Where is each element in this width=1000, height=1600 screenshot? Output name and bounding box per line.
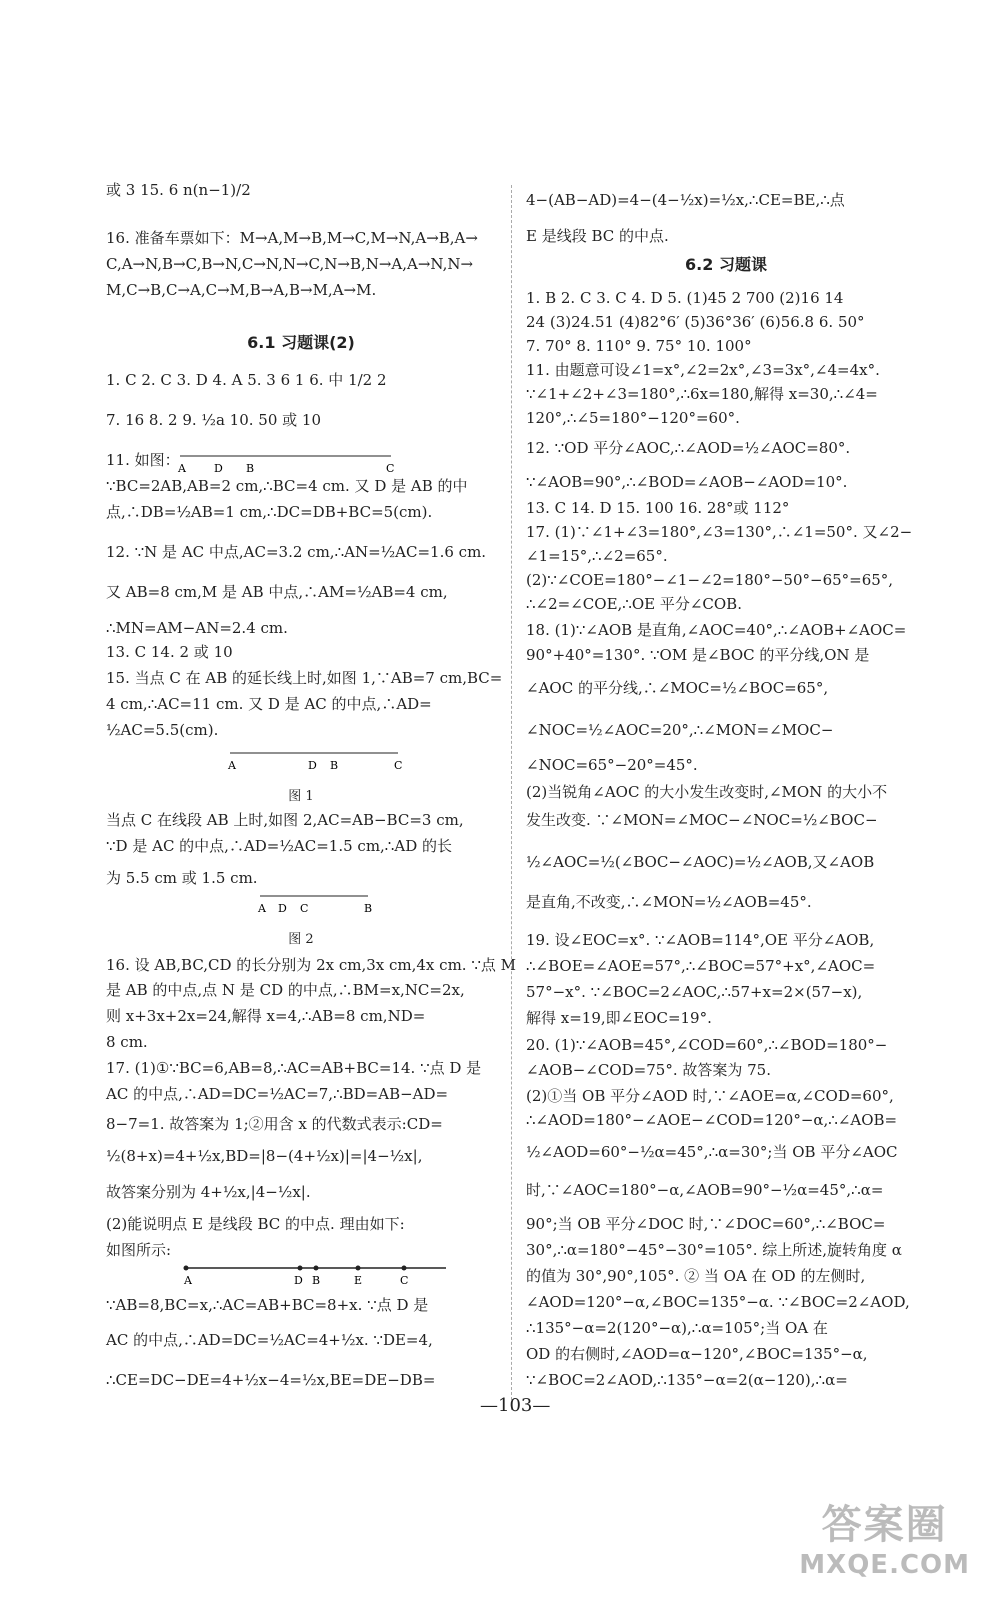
- answer-line: AC 的中点,∴AD=DC=½AC=7,∴BD=AB−AD=: [106, 1085, 449, 1103]
- column-divider: [511, 185, 512, 1410]
- answer-line: ∴CE=DC−DE=4+½x−4=½x,BE=DE−DB=: [106, 1371, 436, 1389]
- fig1-label-a: A: [228, 759, 236, 772]
- answer-line: 90°+40°=130°. ∵OM 是∠BOC 的平分线,ON 是: [526, 646, 870, 664]
- answer-line: 当点 C 在线段 AB 上时,如图 2,AC=AB−BC=3 cm,: [106, 811, 464, 829]
- answer-line: ½∠AOD=60°−½α=45°,∴α=30°;当 OB 平分∠AOC: [526, 1143, 898, 1161]
- answer-line: 1. C 2. C 3. D 4. A 5. 3 6 1 6. 中 1/2 2: [106, 371, 387, 389]
- answer-line: ∠NOC=½∠AOC=20°,∴∠MON=∠MOC−: [526, 721, 834, 739]
- answer-line: 90°;当 OB 平分∠DOC 时,∵∠DOC=60°,∴∠BOC=: [526, 1215, 886, 1233]
- answer-line: ∠1=15°,∴∠2=65°.: [526, 547, 668, 565]
- answer-line: 故答案分别为 4+½x,|4−½x|.: [106, 1183, 311, 1201]
- fig17-label-d: D: [294, 1274, 303, 1287]
- watermark-logo: [799, 1493, 970, 1580]
- section-heading: 6.1 习题课(2): [247, 333, 355, 352]
- answer-line: 11. 由题意可设∠1=x°,∠2=2x°,∠3=3x°,∠4=4x°.: [526, 361, 880, 379]
- answer-line: 7. 16 8. 2 9. ½a 10. 50 或 10: [106, 411, 321, 429]
- answer-line: ∴∠BOE=∠AOE=57°,∴∠BOC=57°+x°,∠AOC=: [526, 957, 876, 975]
- fig1-label-b: B: [330, 759, 339, 772]
- answer-line: 为 5.5 cm 或 1.5 cm.: [106, 869, 258, 887]
- answer-line: 或 3 15. 6 n(n−1)/2: [106, 181, 251, 199]
- answer-line: ∵∠BOC=2∠AOD,∴135°−α=2(α−120),∴α=: [526, 1371, 848, 1389]
- watermark-line2: MXQE.COM: [799, 1550, 970, 1580]
- answer-line: ∴∠AOD=180°−∠AOE−∠COD=120°−α,∴∠AOB=: [526, 1111, 898, 1129]
- answer-line: ½AC=5.5(cm).: [106, 721, 219, 739]
- answer-line: 解得 x=19,即∠EOC=19°.: [526, 1009, 712, 1027]
- answer-line: 18. (1)∵∠AOB 是直角,∠AOC=40°,∴∠AOB+∠AOC=: [526, 621, 907, 639]
- fig1-label-c: C: [394, 759, 403, 772]
- answer-line: ∵∠1+∠2+∠3=180°,∴6x=180,解得 x=30,∴∠4=: [526, 385, 878, 403]
- fig2-label-c: C: [300, 902, 309, 915]
- figure-caption: 图 1: [288, 789, 314, 804]
- answer-line: (2)当锐角∠AOC 的大小发生改变时,∠MON 的大小不: [526, 783, 888, 801]
- answer-line: 20. (1)∵∠AOB=45°,∠COD=60°,∴∠BOD=180°−: [526, 1036, 888, 1054]
- answer-line: 24 (3)24.51 (4)82°6′ (5)36°36′ (6)56.8 6. 50°: [526, 313, 865, 331]
- answer-line: (2)∵∠COE=180°−∠1−∠2=180°−50°−65°=65°,: [526, 571, 894, 589]
- answer-line: ∴MN=AM−AN=2.4 cm.: [106, 619, 288, 637]
- fig17-label-b: B: [312, 1274, 321, 1287]
- answer-line: ∵BC=2AB,AB=2 cm,∴BC=4 cm. 又 D 是 AB 的中: [106, 477, 468, 495]
- answer-line: OD 的右侧时,∠AOD=α−120°,∠BOC=135°−α,: [526, 1345, 868, 1363]
- answer-line: 发生改变. ∵∠MON=∠MOC−∠NOC=½∠BOC−: [526, 811, 878, 829]
- fig1-label-d: D: [308, 759, 317, 772]
- answer-line: 11. 如图：: [106, 451, 180, 469]
- answer-line: 如图所示:: [106, 1241, 172, 1259]
- fig17-label-e: E: [354, 1274, 363, 1287]
- answer-line: ∵D 是 AC 的中点,∴AD=½AC=1.5 cm,∴AD 的长: [106, 837, 452, 855]
- answer-line: M,C→B,C→A,C→M,B→A,B→M,A→M.: [106, 281, 377, 299]
- answer-line: (2)能说明点 E 是线段 BC 的中点. 理由如下:: [106, 1215, 405, 1233]
- answer-line: 12. ∵N 是 AC 中点,AC=3.2 cm,∴AN=½AC=1.6 cm.: [106, 543, 487, 561]
- fig11-label-c: C: [386, 462, 395, 474]
- fig11-label-b: B: [246, 462, 255, 474]
- fig2-label-a: A: [258, 902, 266, 915]
- answer-line: 13. C 14. 2 或 10: [106, 643, 233, 661]
- answer-line: 13. C 14. D 15. 100 16. 28°或 112°: [526, 499, 790, 517]
- answer-line: 4−(AB−AD)=4−(4−½x)=½x,∴CE=BE,∴点: [526, 191, 845, 209]
- fig2-label-b: B: [364, 902, 373, 915]
- answer-line: 4 cm,∴AC=11 cm. 又 D 是 AC 的中点,∴AD=: [106, 695, 432, 713]
- answer-line: 的值为 30°,90°,105°. ② 当 OA 在 OD 的左侧时,: [526, 1267, 866, 1285]
- answer-line: C,A→N,B→C,B→N,C→N,N→C,N→B,N→A,A→N,N→: [106, 255, 474, 273]
- answer-line: ∴∠2=∠COE,∴OE 平分∠COB.: [526, 595, 742, 613]
- answer-line: 12. ∵OD 平分∠AOC,∴∠AOD=½∠AOC=80°.: [526, 439, 851, 457]
- answer-line: ∴135°−α=2(120°−α),∴α=105°;当 OA 在: [526, 1319, 828, 1337]
- answer-line: 则 x+3x+2x=24,解得 x=4,∴AB=8 cm,ND=: [106, 1007, 426, 1025]
- answer-line: 8−7=1. 故答案为 1;②用含 x 的代数式表示:CD=: [106, 1115, 443, 1133]
- figure-1: [226, 745, 406, 773]
- answer-line: ½∠AOC=½(∠BOC−∠AOC)=½∠AOB,又∠AOB: [526, 853, 875, 871]
- answer-line: 16. 设 AB,BC,CD 的长分别为 2x cm,3x cm,4x cm. ∵点 M: [106, 956, 516, 974]
- answer-line: 17. (1)∵∠1+∠3=180°,∠3=130°,∴∠1=50°. 又∠2−: [526, 523, 913, 541]
- answer-line: 又 AB=8 cm,M 是 AB 中点,∴AM=½AB=4 cm,: [106, 583, 448, 601]
- figure-17: [182, 1260, 452, 1288]
- answer-line: 8 cm.: [106, 1033, 148, 1051]
- answer-line: 1. B 2. C 3. C 4. D 5. (1)45 2 700 (2)16 14: [526, 289, 844, 307]
- answer-line: 19. 设∠EOC=x°. ∵∠AOB=114°,OE 平分∠AOB,: [526, 931, 875, 949]
- figure-2: [256, 888, 376, 916]
- section-heading: 6.2 习题课: [685, 255, 767, 274]
- answer-line: ∠NOC=65°−20°=45°.: [526, 756, 698, 774]
- answer-line: ∠AOD=120°−α,∠BOC=135°−α. ∵∠BOC=2∠AOD,: [526, 1293, 910, 1311]
- answer-line: 是 AB 的中点,点 N 是 CD 的中点,∴BM=x,NC=2x,: [106, 981, 465, 999]
- answer-line: 点,∴DB=½AB=1 cm,∴DC=DB+BC=5(cm).: [106, 503, 433, 521]
- fig2-label-d: D: [278, 902, 287, 915]
- answer-line: 30°,∴α=180°−45°−30°=105°. 综上所述,旋转角度 α: [526, 1241, 902, 1259]
- answer-line: 7. 70° 8. 110° 9. 75° 10. 100°: [526, 337, 752, 355]
- answer-line: 57°−x°. ∵∠BOC=2∠AOC,∴57+x=2×(57−x),: [526, 983, 863, 1001]
- figure-11: [176, 448, 396, 474]
- answer-line: ∠AOB−∠COD=75°. 故答案为 75.: [526, 1061, 771, 1079]
- answer-line: ∵AB=8,BC=x,∴AC=AB+BC=8+x. ∵点 D 是: [106, 1296, 429, 1314]
- answer-line: ∠AOC 的平分线,∴∠MOC=½∠BOC=65°,: [526, 679, 829, 697]
- answer-line: 120°,∴∠5=180°−120°=60°.: [526, 409, 740, 427]
- fig11-label-a: A: [178, 462, 186, 474]
- answer-line: 时,∵∠AOC=180°−α,∠AOB=90°−½α=45°,∴α=: [526, 1181, 884, 1199]
- answer-line: 15. 当点 C 在 AB 的延长线上时,如图 1,∵AB=7 cm,BC=: [106, 669, 503, 687]
- answer-line: 16. 准备车票如下：M→A,M→B,M→C,M→N,A→B,A→: [106, 229, 478, 247]
- fig17-label-c: C: [400, 1274, 409, 1287]
- answer-line: AC 的中点,∴AD=DC=½AC=4+½x. ∵DE=4,: [106, 1331, 433, 1349]
- watermark-line1: 答案圈: [821, 1502, 948, 1548]
- answer-line: 是直角,不改变,∴∠MON=½∠AOB=45°.: [526, 893, 812, 911]
- figure-caption: 图 2: [288, 932, 314, 947]
- fig11-label-d: D: [214, 462, 223, 474]
- page-number: —103—: [480, 1395, 551, 1416]
- answer-line: 17. (1)①∵BC=6,AB=8,∴AC=AB+BC=14. ∵点 D 是: [106, 1059, 482, 1077]
- answer-line: ½(8+x)=4+½x,BD=|8−(4+½x)|=|4−½x|,: [106, 1147, 423, 1165]
- answer-line: (2)①当 OB 平分∠AOD 时,∵∠AOE=α,∠COD=60°,: [526, 1087, 894, 1105]
- answer-line: E 是线段 BC 的中点.: [526, 227, 669, 245]
- fig17-label-a: A: [184, 1274, 192, 1287]
- answer-line: ∵∠AOB=90°,∴∠BOD=∠AOB−∠AOD=10°.: [526, 473, 848, 491]
